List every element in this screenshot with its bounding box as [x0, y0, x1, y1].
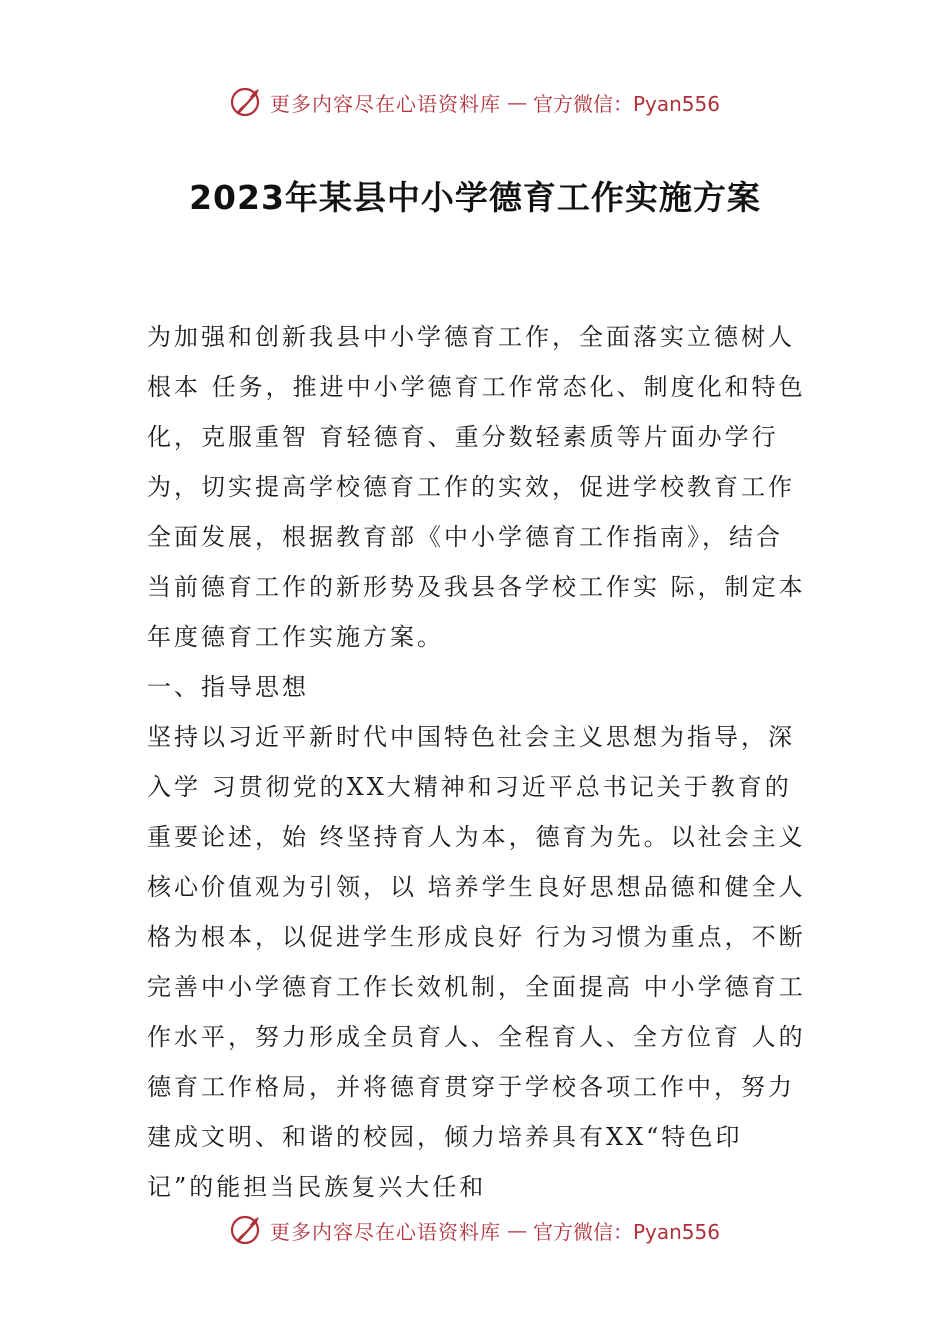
banner-text: 更多内容尽在心语资料库 — [269, 1219, 501, 1244]
banner-contact: 官方微信：Pyan556 — [532, 91, 720, 116]
quill-pen-logo-icon — [230, 1213, 264, 1247]
paragraph-guiding-thought: 坚持以习近平新时代中国特色社会主义思想为指导，深入学 习贯彻党的XX大精神和习近平总书记关于教育的重要论述，始 终坚持育人为本，德育为先。以社会主义核心价值观为引领，以 培养学生良好思想品德和健全人格为根本，以促进学生形成良好 行为习惯为重点，不断完善中小学德育工作长效机制，全面提高 中小学德育工作水平，努力形成全员育人、全程育人、全方位育 人的德育工作格局，并将德育贯穿于学校各项工作中，努力建成文明、和谐的校园，倾力培养具有XX“特色印记”的能担当民族复兴大任和 — [147, 723, 806, 1201]
header-banner — [0, 82, 950, 122]
paragraph-intro: 为加强和创新我县中小学德育工作，全面落实立德树人根本 任务，推进中小学德育工作常态化、制度化和特色化，克服重智 育轻德育、重分数轻素质等片面办学行为，切实提高学校德育工作的实效，促进学校教育工作全面发展，根据教育部《中小学德育工作指南》，结合当前德育工作的新形势及我县各学校工作实 际，制定本年度德育工作实施方案。 — [147, 323, 806, 651]
banner-text: 更多内容尽在心语资料库 — [269, 91, 501, 116]
banner-separator: — — [506, 1218, 527, 1242]
footer-banner — [0, 1210, 950, 1250]
quill-pen-logo-icon — [230, 85, 264, 119]
banner-separator: — — [506, 90, 527, 114]
document-body — [147, 312, 807, 1212]
section-heading: 一、指导思想 — [147, 673, 309, 701]
page-title: 2023年某县中小学德育工作实施方案 — [189, 178, 761, 217]
banner-contact: 官方微信：Pyan556 — [532, 1219, 720, 1244]
